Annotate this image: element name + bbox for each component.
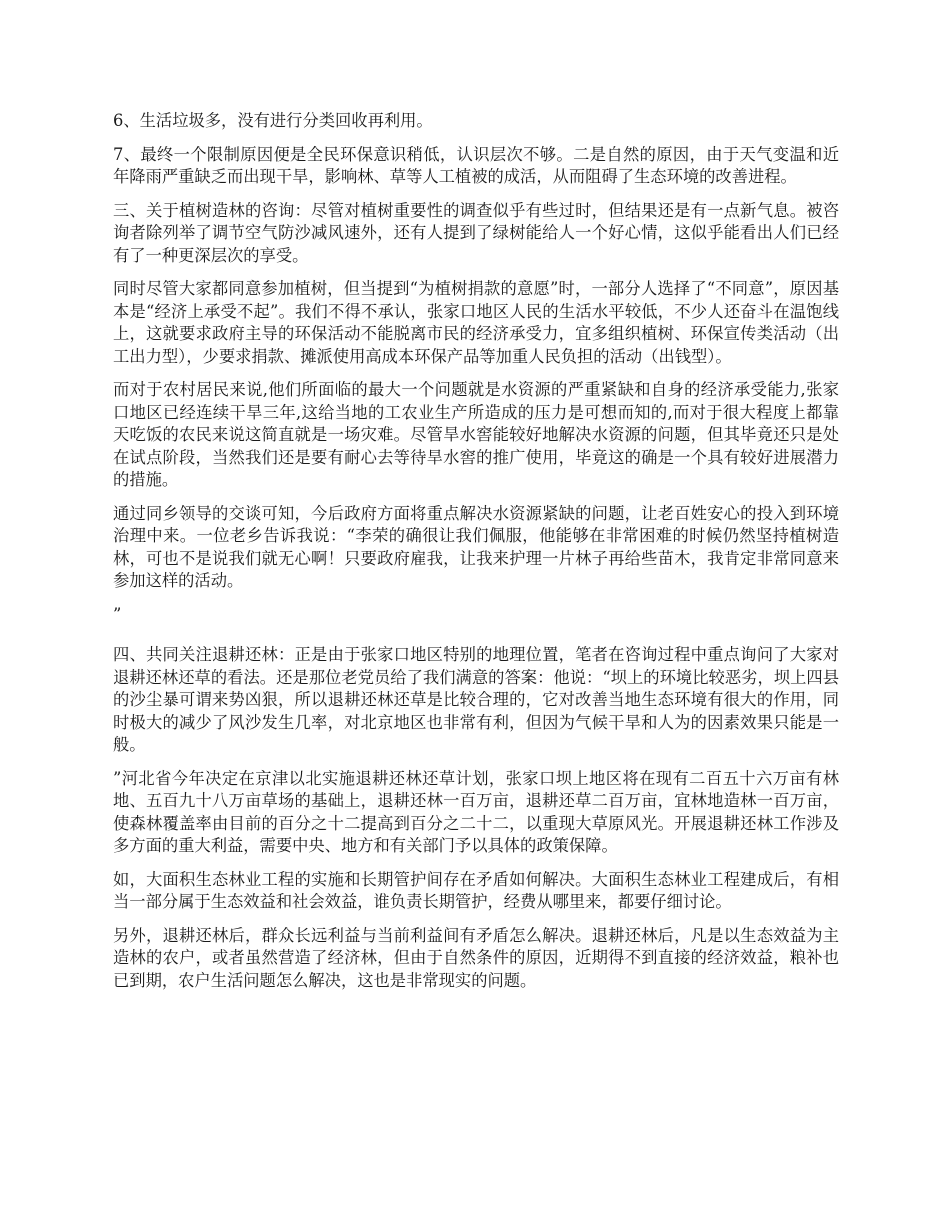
paragraph-item-6: 6、生活垃圾多，没有进行分类回收再利用。: [113, 111, 433, 130]
paragraph-closing-quote: ”: [113, 604, 122, 624]
paragraph-returning-farmland: 四、共同关注退耕还林：正是由于张家口地区特别的地理位置，笔者在咨询过程中重点询问了大家对退耕还林还草的看法。还是那位老党员给了我们满意的答案：他说：“坝上的环境比较恶劣，坝上四县的沙尘暴可谓来势凶狠，所以退耕还林还草是比较合理的，它对改善当地生态环境有很大的作用，同时极大的减少了风沙发生几率，对北京地区也非常有利，但因为气候干旱和人为的因素效果只能是一般。: [113, 645, 839, 754]
paragraph-villager-quote: 通过同乡领导的交谈可知，今后政府方面将重点解决水资源紧缺的问题，让老百姓安心的投入到环境治理中来。一位老乡告诉我说：“李荣的确很让我们佩服，他能够在非常困难的时候仍然坚持植树造林，可也不是说我们就无心啊！只要政府雇我，让我来护理一片林子再给些苗木，我肯定非常同意来参加这样的活动。: [113, 503, 839, 590]
document-body: [113, 110, 839, 1003]
paragraph-hebei-plan: ”河北省今年决定在京津以北实施退耕还林还草计划，张家口坝上地区将在现有二百五十六万亩有林地、五百九十八万亩草场的基础上，退耕还林一百万亩，退耕还草二百万亩，宜林地造林一百万亩，使森林覆盖率由目前的百分之十二提高到百分之二十二，以重现大草原风光。开展退耕还林工作涉及多方面的重大利益，需要中央、地方和有关部门予以具体的政策保障。: [113, 768, 839, 855]
paragraph-donation-willingness: 同时尽管大家都同意参加植树，但当提到“为植树捐款的意愿”时，一部分人选择了“不同意”，原因基本是“经济上承受不起”。我们不得不承认，张家口地区人民的生活水平较低，不少人还奋斗在温饱线上，这就要求政府主导的环保活动不能脱离市民的经济承受力，宜多组织植树、环保宣传类活动（出工出力型），少要求捐款、摊派使用高成本环保产品等加重人民负担的活动（出钱型）。: [113, 279, 839, 366]
paragraph-tree-planting-survey: 三、关于植树造林的咨询：尽管对植树重要性的调查似乎有些过时，但结果还是有一点新气息。被咨询者除列举了调节空气防沙减风速外，还有人提到了绿树能给人一个好心情，这似乎能看出人们已经有了一种更深层次的享受。: [113, 200, 839, 265]
paragraph-management-conflict: 如，大面积生态林业工程的实施和长期管护间存在矛盾如何解决。大面积生态林业工程建成后，有相当一部分属于生态效益和社会效益，谁负责长期管护，经费从哪里来，都要仔细讨论。: [113, 869, 839, 911]
paragraph-item-7: 7、最终一个限制原因便是全民环保意识稍低，认识层次不够。二是自然的原因，由于天气变温和近年降雨严重缺乏而出现干旱，影响林、草等人工植被的成活，从而阻碍了生态环境的改善进程。: [113, 144, 839, 186]
paragraph-farmer-interests: 另外，退耕还林后，群众长远利益与当前利益间有矛盾怎么解决。退耕还林后，凡是以生态效益为主造林的农户，或者虽然营造了经济林，但由于自然条件的原因，近期得不到直接的经济效益，粮补也已到期，农户生活问题怎么解决，这也是非常现实的问题。: [113, 925, 839, 990]
paragraph-rural-water: 而对于农村居民来说,他们所面临的最大一个问题就是水资源的严重紧缺和自身的经济承受能力,张家口地区已经连续干旱三年,这给当地的工农业生产所造成的压力是可想而知的,而对于很大程度上都靠天吃饭的农民来说这简直就是一场灾难。尽管旱水窖能较好地解决水资源的问题，但其毕竟还只是处在试点阶段，当然我们还是要有耐心去等待旱水窖的推广使用，毕竟这的确是一个具有较好进展潜力的措施。: [113, 380, 839, 489]
